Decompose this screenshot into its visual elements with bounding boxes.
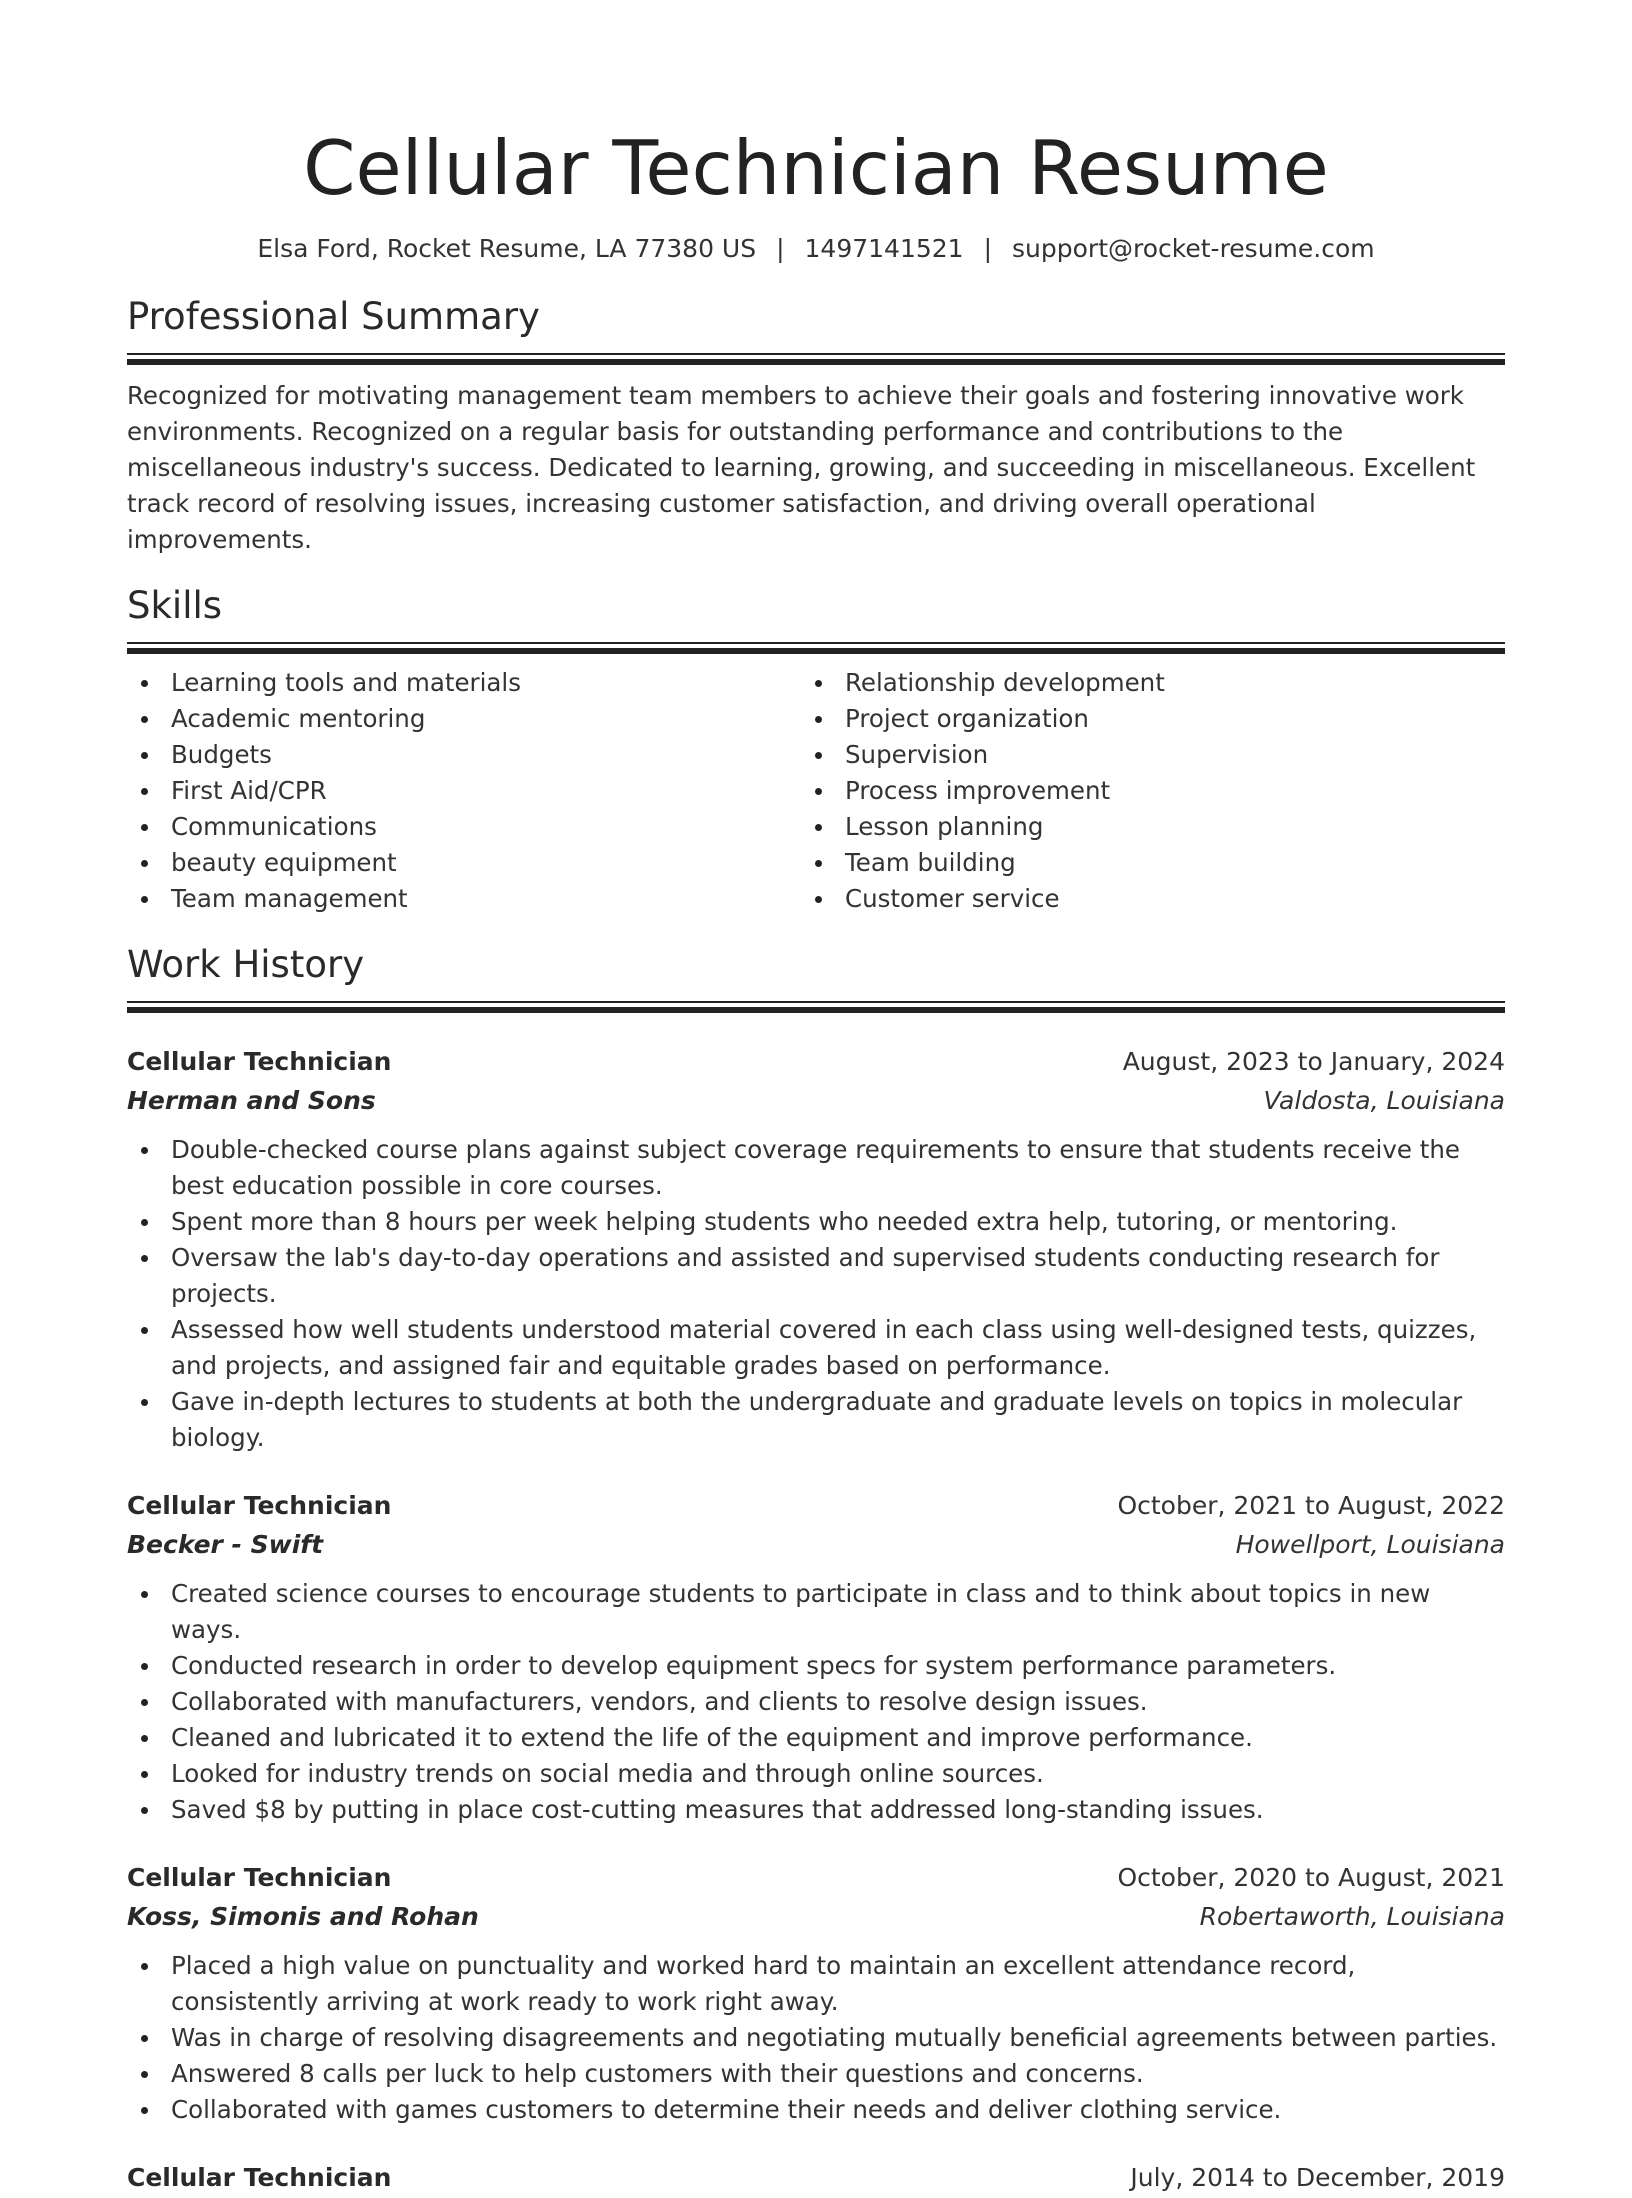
skill-item: beauty equipment: [127, 845, 801, 881]
skill-item: Team management: [127, 881, 801, 917]
job-entry: [127, 1042, 1505, 1456]
skills-columns: [127, 665, 1505, 917]
job-location: Howellport, Louisiana: [1235, 1530, 1505, 1559]
contact-separator: |: [776, 234, 785, 263]
skills-heading: Skills: [127, 584, 223, 627]
job-company-row: [127, 1526, 1505, 1564]
section-divider: [127, 353, 1505, 364]
job-title: Cellular Technician: [127, 1863, 392, 1892]
job-title: Cellular Technician: [127, 1047, 392, 1076]
job-bullet: Saved $8 by putting in place cost-cutting measures that addressed long-standing issues.: [127, 1792, 1505, 1828]
job-bullet: Collaborated with games customers to determine their needs and deliver clothing service.: [127, 2092, 1505, 2128]
skill-item: Communications: [127, 809, 801, 845]
job-title: Cellular Technician: [127, 1491, 392, 1520]
job-bullet: Spent more than 8 hours per week helping students who needed extra help, tutoring, or mentoring.: [127, 1204, 1505, 1240]
contact-email: support@rocket-resume.com: [1012, 234, 1375, 263]
job-bullets: [127, 1576, 1505, 1828]
job-company-row: [127, 1082, 1505, 1120]
resume-title: Cellular Technician Resume: [303, 124, 1329, 212]
skills-list-right: [801, 665, 1475, 917]
summary-heading: Professional Summary: [127, 295, 540, 338]
job-dates: August, 2023 to January, 2024: [1122, 1047, 1505, 1076]
job-bullet: Cleaned and lubricated it to extend the life of the equipment and improve performance.: [127, 1720, 1505, 1756]
job-bullet: Looked for industry trends on social media and through online sources.: [127, 1756, 1505, 1792]
job-bullet: Gave in-depth lectures to students at both the undergraduate and graduate levels on topics in molecular biology.: [127, 1384, 1505, 1456]
job-bullet: Was in charge of resolving disagreements and negotiating mutually beneficial agreements between parties.: [127, 2020, 1505, 2056]
work-history-section: [127, 941, 1505, 2198]
job-dates: October, 2021 to August, 2022: [1117, 1491, 1505, 1520]
job-bullet: Conducted research in order to develop equipment specs for system performance parameters.: [127, 1648, 1505, 1684]
job-location: Valdosta, Louisiana: [1263, 1086, 1505, 1115]
job-dates: October, 2020 to August, 2021: [1117, 1863, 1505, 1892]
work-history-heading: Work History: [127, 943, 365, 986]
skill-item: Relationship development: [801, 665, 1475, 701]
section-divider: [127, 642, 1505, 653]
summary-text: Recognized for motivating management team members to achieve their goals and fostering innovative work environments. Recognized on a regular basis for outstanding performance and contributions to the miscellaneous industry's success. Dedicated to learning, growing, and succeeding in miscellaneous. Excellent track record of resolving issues, increasing customer satisfaction, and driving overall operational improvements.: [127, 381, 1476, 554]
contact-separator: |: [983, 234, 993, 263]
skill-item: Team building: [801, 845, 1475, 881]
contact-line: [127, 232, 1505, 266]
job-title: Cellular Technician: [127, 2163, 392, 2192]
job-header-row: [127, 2158, 1505, 2198]
job-company-row: [127, 1898, 1505, 1936]
skill-item: Customer service: [801, 881, 1475, 917]
summary-section: [127, 293, 1505, 558]
skill-item: Project organization: [801, 701, 1475, 737]
skill-item: First Aid/CPR: [127, 773, 801, 809]
job-entry: [127, 1858, 1505, 2128]
job-bullet: Placed a high value on punctuality and worked hard to maintain an excellent attendance record, consistently arriving at work ready to work right away.: [127, 1948, 1505, 2020]
job-bullets: [127, 1948, 1505, 2128]
skill-item: Process improvement: [801, 773, 1475, 809]
job-entry: [127, 1486, 1505, 1828]
skill-item: Learning tools and materials: [127, 665, 801, 701]
job-bullet: Created science courses to encourage students to participate in class and to think about topics in new ways.: [127, 1576, 1505, 1648]
job-header-row: [127, 1858, 1505, 1898]
skill-item: Lesson planning: [801, 809, 1475, 845]
contact-phone: 1497141521: [804, 234, 964, 263]
job-company: Becker - Swift: [127, 1530, 324, 1559]
job-header-row: [127, 1486, 1505, 1526]
skills-list-left: [127, 665, 801, 917]
job-company: Herman and Sons: [127, 1086, 376, 1115]
skills-section: [127, 582, 1505, 917]
job-company: Koss, Simonis and Rohan: [127, 1902, 479, 1931]
contact-address: Elsa Ford, Rocket Resume, LA 77380 US: [257, 234, 757, 263]
job-bullet: Collaborated with manufacturers, vendors, and clients to resolve design issues.: [127, 1684, 1505, 1720]
job-dates: July, 2014 to December, 2019: [1130, 2163, 1505, 2192]
job-bullet: Answered 8 calls per luck to help customers with their questions and concerns.: [127, 2056, 1505, 2092]
job-bullet: Oversaw the lab's day-to-day operations and assisted and supervised students conducting research for projects.: [127, 1240, 1505, 1312]
skill-item: Academic mentoring: [127, 701, 801, 737]
job-bullet: Double-checked course plans against subject coverage requirements to ensure that students receive the best education possible in core courses.: [127, 1132, 1505, 1204]
job-bullet: Assessed how well students understood material covered in each class using well-designed tests, quizzes, and projects, and assigned fair and equitable grades based on performance.: [127, 1312, 1505, 1384]
job-entry: [127, 2158, 1505, 2198]
job-location: Robertaworth, Louisiana: [1199, 1902, 1505, 1931]
job-bullets: [127, 1132, 1505, 1456]
skill-item: Budgets: [127, 737, 801, 773]
skill-item: Supervision: [801, 737, 1475, 773]
job-header-row: [127, 1042, 1505, 1082]
section-divider: [127, 1001, 1505, 1012]
